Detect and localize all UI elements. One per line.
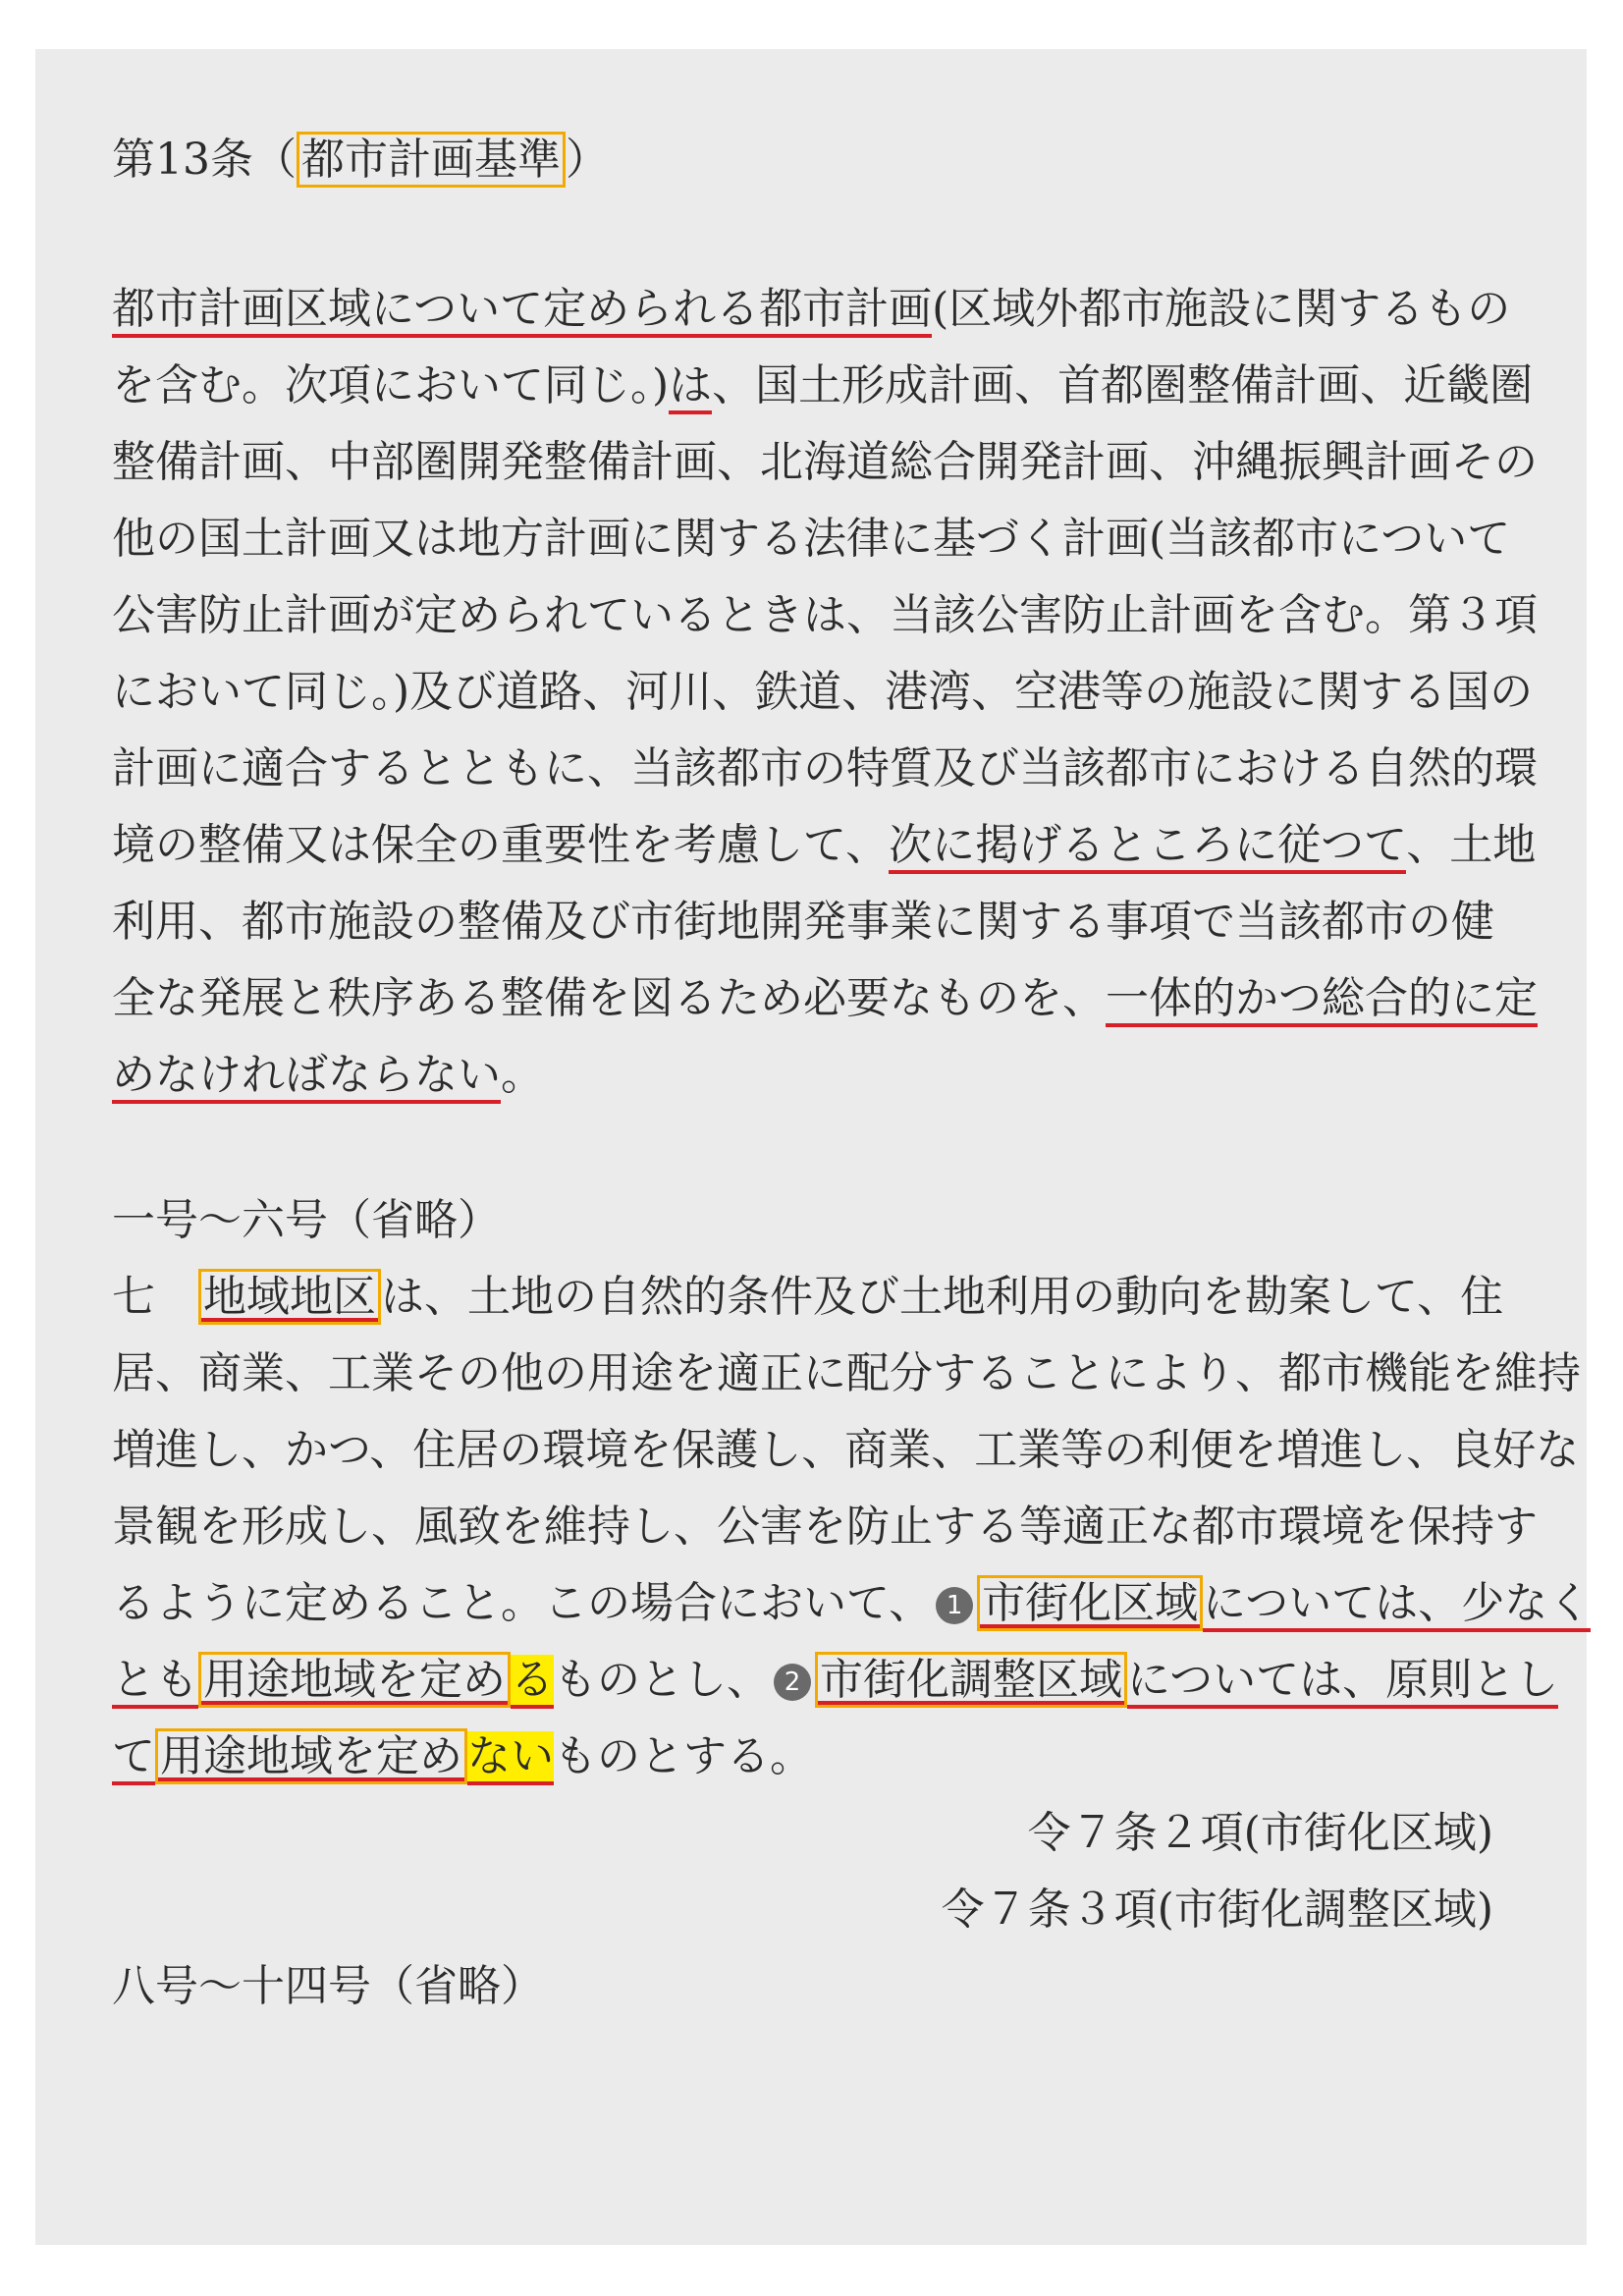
underlined-text: めなければならない [112,1050,501,1104]
body-line-2: を含む。次項において同じ。)は、国土形成計画、首都圏整備計画、近畿圏 [112,348,1526,424]
highlighted-text: る [511,1655,554,1709]
term-boxed-underlined: 地域地区 [198,1269,381,1325]
term-boxed-underlined: 市街化調整区域 [815,1652,1127,1708]
marker-2: 2 [774,1664,811,1701]
body-line-5: 公害防止計画が定められているときは、当該公害防止計画を含む。第３項 [112,590,1538,640]
omitted-items-2: 八号～十四号（省略） [112,1961,544,2011]
article-title: 第13条（ 都市計画基準 ） [112,122,1526,198]
item7-line-3: 増進し、かつ、住居の環境を保護し、商業、工業等の利便を増進し、良好な [112,1425,1580,1475]
item7-line-2: 居、商業、工業その他の用途を適正に配分することにより、都市機能を維持 [112,1348,1581,1398]
body-line-3: 整備計画、中部圏開発整備計画、北海道総合開発計画、沖縄振興計画その [112,437,1538,487]
underlined-text: については、少なく [1203,1578,1591,1632]
article-title-boxed: 都市計画基準 [297,132,566,188]
underlined-text: 次に掲げるところに従つて [889,820,1406,874]
body-line-8: 境の整備又は保全の重要性を考慮して、次に掲げるところに従つて、土地 [112,807,1526,884]
item7-line-4: 景観を形成し、風致を維持し、公害を防止する等適正な都市環境を保持す [112,1502,1538,1552]
term-boxed-underlined: 市街化区域 [977,1575,1203,1631]
highlighted-text: ない [467,1731,554,1785]
body-line-6: において同じ。)及び道路、河川、鉄道、港湾、空港等の施設に関する国の [112,667,1534,717]
body-line-10: 全な発展と秩序ある整備を図るため必要なものを、一体的かつ総合的に定 [112,960,1526,1037]
underlined-text: 都市計画区域について定められる都市計画 [112,284,932,338]
underlined-text: については、原則とし [1127,1655,1558,1709]
omitted-items-1: 一号～六号（省略） [112,1195,501,1245]
underlined-text: て [112,1731,155,1785]
item7-line-7: て 用途地域を定め ないものとする。 [112,1719,1526,1795]
underlined-text: とも [112,1655,198,1709]
reference-1: 令７条２項(市街化区域) [1027,1808,1493,1858]
item7-line-5: るように定めること。この場合において、 1 市街化区域 については、少なく [112,1565,1526,1642]
reference-2: 令７条３項(市街化調整区域) [941,1885,1493,1935]
term-boxed-underlined: 用途地域を定め [198,1652,511,1708]
item7-line-6: とも 用途地域を定め るものとし、 2 市街化調整区域 については、原則とし [112,1642,1526,1719]
term-boxed-underlined: 用途地域を定め [155,1728,467,1784]
item7-line-1: 七 地域地区 は、土地の自然的条件及び土地利用の動向を勘案して、住 [112,1259,1526,1336]
underlined-text: 一体的かつ総合的に定 [1106,973,1538,1027]
body-line-4: 他の国土計画又は地方計画に関する法律に基づく計画(当該都市について [112,514,1511,564]
underlined-text: は [669,360,712,414]
body-line-9: 利用、都市施設の整備及び市街地開発事業に関する事項で当該都市の健 [112,897,1494,947]
body-line-11: めなければならない。 [112,1037,1526,1114]
body-line-7: 計画に適合するとともに、当該都市の特質及び当該都市における自然的環 [112,743,1538,793]
marker-1: 1 [936,1587,973,1624]
body-line-1: 都市計画区域について定められる都市計画(区域外都市施設に関するもの [112,271,1526,348]
